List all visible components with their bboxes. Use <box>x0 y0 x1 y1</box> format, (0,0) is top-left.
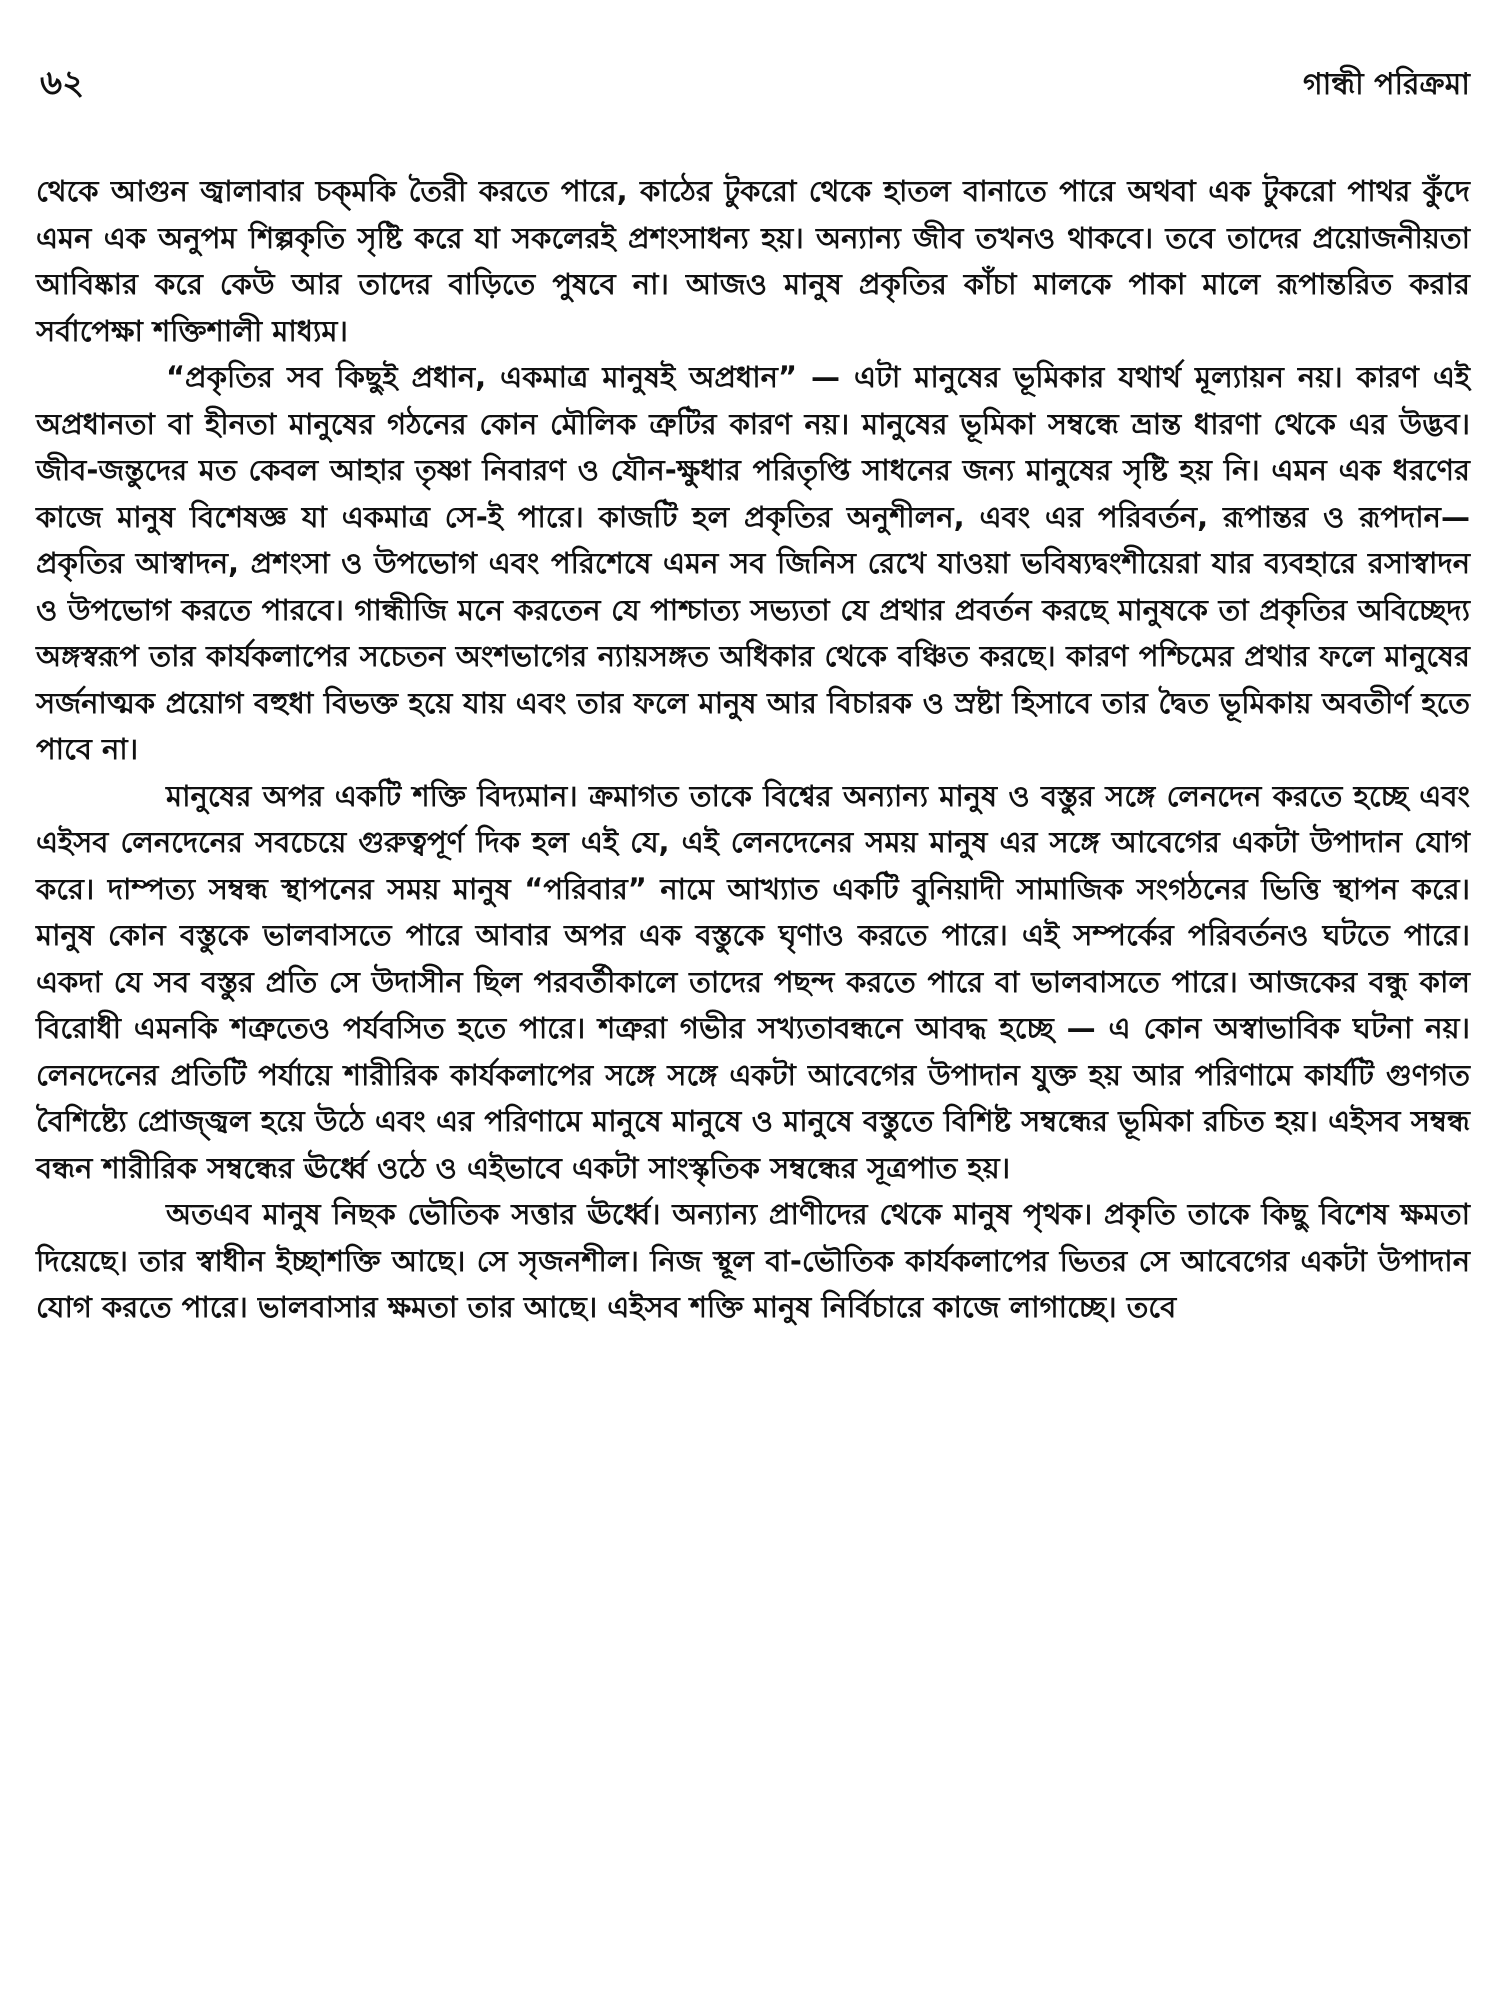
page-body <box>36 168 1470 1331</box>
paragraph: মানুষের অপর একটি শক্তি বিদ্যমান। ক্রমাগত তাকে বিশ্বের অন্যান্য মানুষ ও বস্তুর সঙ্গে লেনদেন করতে হচ্ছে এবং এইসব লেনদেনের সবচেয়ে গুরুত্বপূর্ণ দিক হল এই যে, এই লেনদেনের সময় মানুষ এর সঙ্গে আবেগের একটা উপাদান যোগ করে। দাম্পত্য সম্বন্ধ স্থাপনের সময় মানুষ “পরিবার” নামে আখ্যাত একটি বুনিয়াদী সামাজিক সংগঠনের ভিত্তি স্থাপন করে। মানুষ কোন বস্তুকে ভালবাসতে পারে আবার অপর এক বস্তুকে ঘৃণাও করতে পারে। এই সম্পর্কের পরিবর্তনও ঘটতে পারে। একদা যে সব বস্তুর প্রতি সে উদাসীন ছিল পরবর্তীকালে তাদের পছন্দ করতে পারে বা ভালবাসতে পারে। আজকের বন্ধু কাল বিরোধী এমনকি শত্রুতেও পর্যবসিত হতে পারে। শত্রুরা গভীর সখ্যতাবন্ধনে আবদ্ধ হচ্ছে — এ কোন অস্বাভাবিক ঘটনা নয়। লেনদেনের প্রতিটি পর্যায়ে শারীরিক কার্যকলাপের সঙ্গে সঙ্গে একটা আবেগের উপাদান যুক্ত হয় আর পরিণামে কার্যটি গুণগত বৈশিষ্ট্যে প্রোজ্জ্বল হয়ে উঠে এবং এর পরিণামে মানুষে মানুষে ও মানুষে বস্তুতে বিশিষ্ট সম্বন্ধের ভূমিকা রচিত হয়। এইসব সম্বন্ধ বন্ধন শারীরিক সম্বন্ধের ঊর্ধ্বে ওঠে ও এইভাবে একটা সাংস্কৃতিক সম্বন্ধের সূত্রপাত হয়। <box>36 778 1470 1185</box>
page-header <box>40 60 1470 110</box>
paragraph: “প্রকৃতির সব কিছুই প্রধান, একমাত্র মানুষই অপ্রধান” — এটা মানুষের ভূমিকার যথার্থ মূল্যায়ন নয়। কারণ এই অপ্রধানতা বা হীনতা মানুষের গঠনের কোন মৌলিক ত্রুটির কারণ নয়। মানুষের ভূমিকা সম্বন্ধে ভ্রান্ত ধারণা থেকে এর উদ্ভব। জীব-জন্তুদের মত কেবল আহার তৃষ্ণা নিবারণ ও যৌন-ক্ষুধার পরিতৃপ্তি সাধনের জন্য মানুষের সৃষ্টি হয় নি। এমন এক ধরণের কাজে মানুষ বিশেষজ্ঞ যা একমাত্র সে-ই পারে। কাজটি হল প্রকৃতির অনুশীলন, এবং এর পরিবর্তন, রূপান্তর ও রূপদান—প্রকৃতির আস্বাদন, প্রশংসা ও উপভোগ এবং পরিশেষে এমন সব জিনিস রেখে যাওয়া ভবিষ্যদ্বংশীয়েরা যার ব্যবহারে রসাস্বাদন ও উপভোগ করতে পারবে। গান্ধীজি মনে করতেন যে পাশ্চাত্য সভ্যতা যে প্রথার প্রবর্তন করছে মানুষকে তা প্রকৃতির অবিচ্ছেদ্য অঙ্গস্বরূপ তার কার্যকলাপের সচেতন অংশভাগের ন্যায়সঙ্গত অধিকার থেকে বঞ্চিত করছে। কারণ পশ্চিমের প্রথার ফলে মানুষের সর্জনাত্মক প্রয়োগ বহুধা বিভক্ত হয়ে যায় এবং তার ফলে মানুষ আর বিচারক ও স্রষ্টা হিসাবে তার দ্বৈত ভূমিকায় অবতীর্ণ হতে পাবে না। <box>36 360 1470 766</box>
paragraph: অতএব মানুষ নিছক ভৌতিক সত্তার ঊর্ধ্বে। অন্যান্য প্রাণীদের থেকে মানুষ পৃথক। প্রকৃতি তাকে কিছু বিশেষ ক্ষমতা দিয়েছে। তার স্বাধীন ইচ্ছাশক্তি আছে। সে সৃজনশীল। নিজ স্থূল বা-ভৌতিক কার্যকলাপের ভিতর সে আবেগের একটা উপাদান যোগ করতে পারে। ভালবাসার ক্ষমতা তার আছে। এইসব শক্তি মানুষ নির্বিচারে কাজে লাগাচ্ছে। তবে <box>36 1197 1470 1324</box>
page-number: ৬২ <box>40 62 85 103</box>
running-title: গান্ধী পরিক্রমা <box>1302 66 1470 102</box>
paragraph-continued: থেকে আগুন জ্বালাবার চক্‌মকি তৈরী করতে পারে, কাঠের টুকরো থেকে হাতল বানাতে পারে অথবা এক টুকরো পাথর কুঁদে এমন এক অনুপম শিল্পকৃতি সৃষ্টি করে যা সকলেরই প্রশংসাধন্য হয়। অন্যান্য জীব তখনও থাকবে। তবে তাদের প্রয়োজনীয়তা আবিষ্কার করে কেউ আর তাদের বাড়িতে পুষবে না। আজও মানুষ প্রকৃতির কাঁচা মালকে পাকা মালে রূপান্তরিত করার সর্বাপেক্ষা শক্তিশালী মাধ্যম। <box>36 174 1470 348</box>
